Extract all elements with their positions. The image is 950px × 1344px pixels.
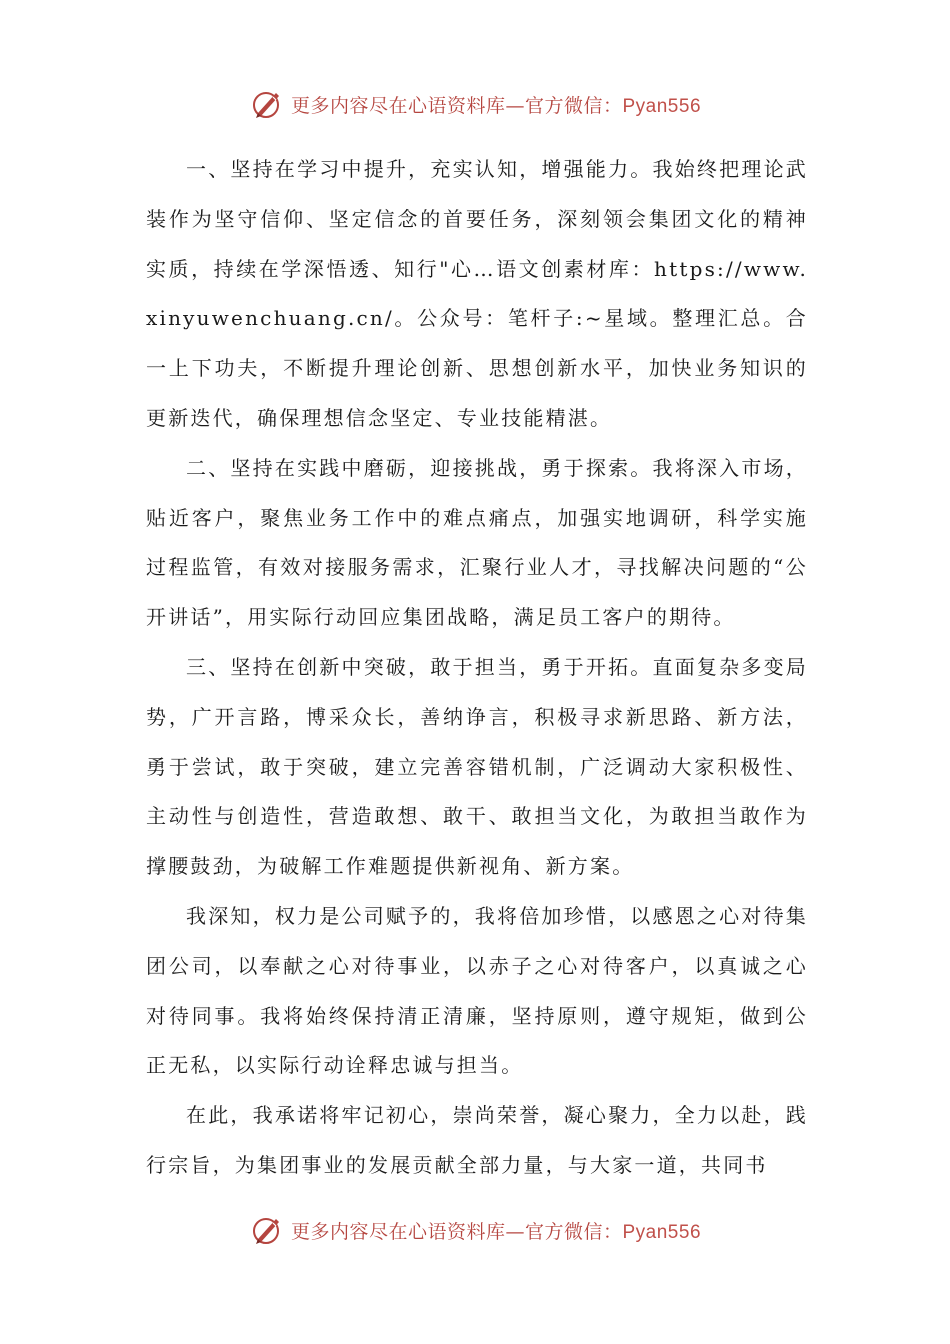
pen-logo-icon	[249, 86, 285, 122]
paragraph-2: 二、坚持在实践中磨砺，迎接挑战，勇于探索。我将深入市场，贴近客户，聚焦业务工作中的难点痛点，加强实地调研，科学实施过程监管，有效对接服务需求，汇聚行业人才，寻找解决问题的“公开讲话”，用实际行动回应集团战略，满足员工客户的期待。	[146, 455, 808, 630]
paragraph-4: 我深知，权力是公司赋予的，我将倍加珍惜，以感恩之心对待集团公司，以奉献之心对待事业，以赤子之心对待客户，以真诚之心对待同事。我将始终保持清正清廉，坚持原则，遵守规矩，做到公正无私，以实际行动诠释忠诚与担当。	[146, 903, 808, 1078]
banner-wechat-id: Pyan556	[622, 95, 702, 117]
document-body	[146, 145, 808, 1191]
banner-wechat-id: Pyan556	[622, 1221, 702, 1243]
pen-logo-icon	[249, 1212, 285, 1248]
footer-banner	[0, 1210, 950, 1250]
banner-text	[291, 1217, 701, 1244]
banner-slogan: 更多内容尽在心语资料库—官方微信：	[290, 1220, 623, 1243]
banner-slogan: 更多内容尽在心语资料库—官方微信：	[290, 94, 623, 117]
paragraph-3: 三、坚持在创新中突破，敢于担当，勇于开拓。直面复杂多变局势，广开言路，博采众长，善纳诤言，积极寻求新思路、新方法，勇于尝试，敢于突破，建立完善容错机制，广泛调动大家积极性、主动性与创造性，营造敢想、敢干、敢担当文化，为敢担当敢作为撑腰鼓劲，为破解工作难题提供新视角、新方案。	[146, 654, 808, 879]
header-banner	[0, 84, 950, 124]
banner-text	[291, 91, 701, 118]
paragraph-5: 在此，我承诺将牢记初心，崇尚荣誉，凝心聚力，全力以赴，践行宗旨，为集团事业的发展贡献全部力量，与大家一道，共同书	[146, 1103, 808, 1177]
paragraph-1: 一、坚持在学习中提升，充实认知，增强能力。我始终把理论武装作为坚守信仰、坚定信念的首要任务，深刻领会集团文化的精神实质，持续在学深悟透、知行"心…语文创素材库：https://www.xinyuwenchuang.cn/。公众号：笔杆子:~星域。整理汇总。合一上下功夫，不断提升理论创新、思想创新水平，加快业务知识的更新迭代，确保理想信念坚定、专业技能精湛。	[146, 157, 808, 430]
